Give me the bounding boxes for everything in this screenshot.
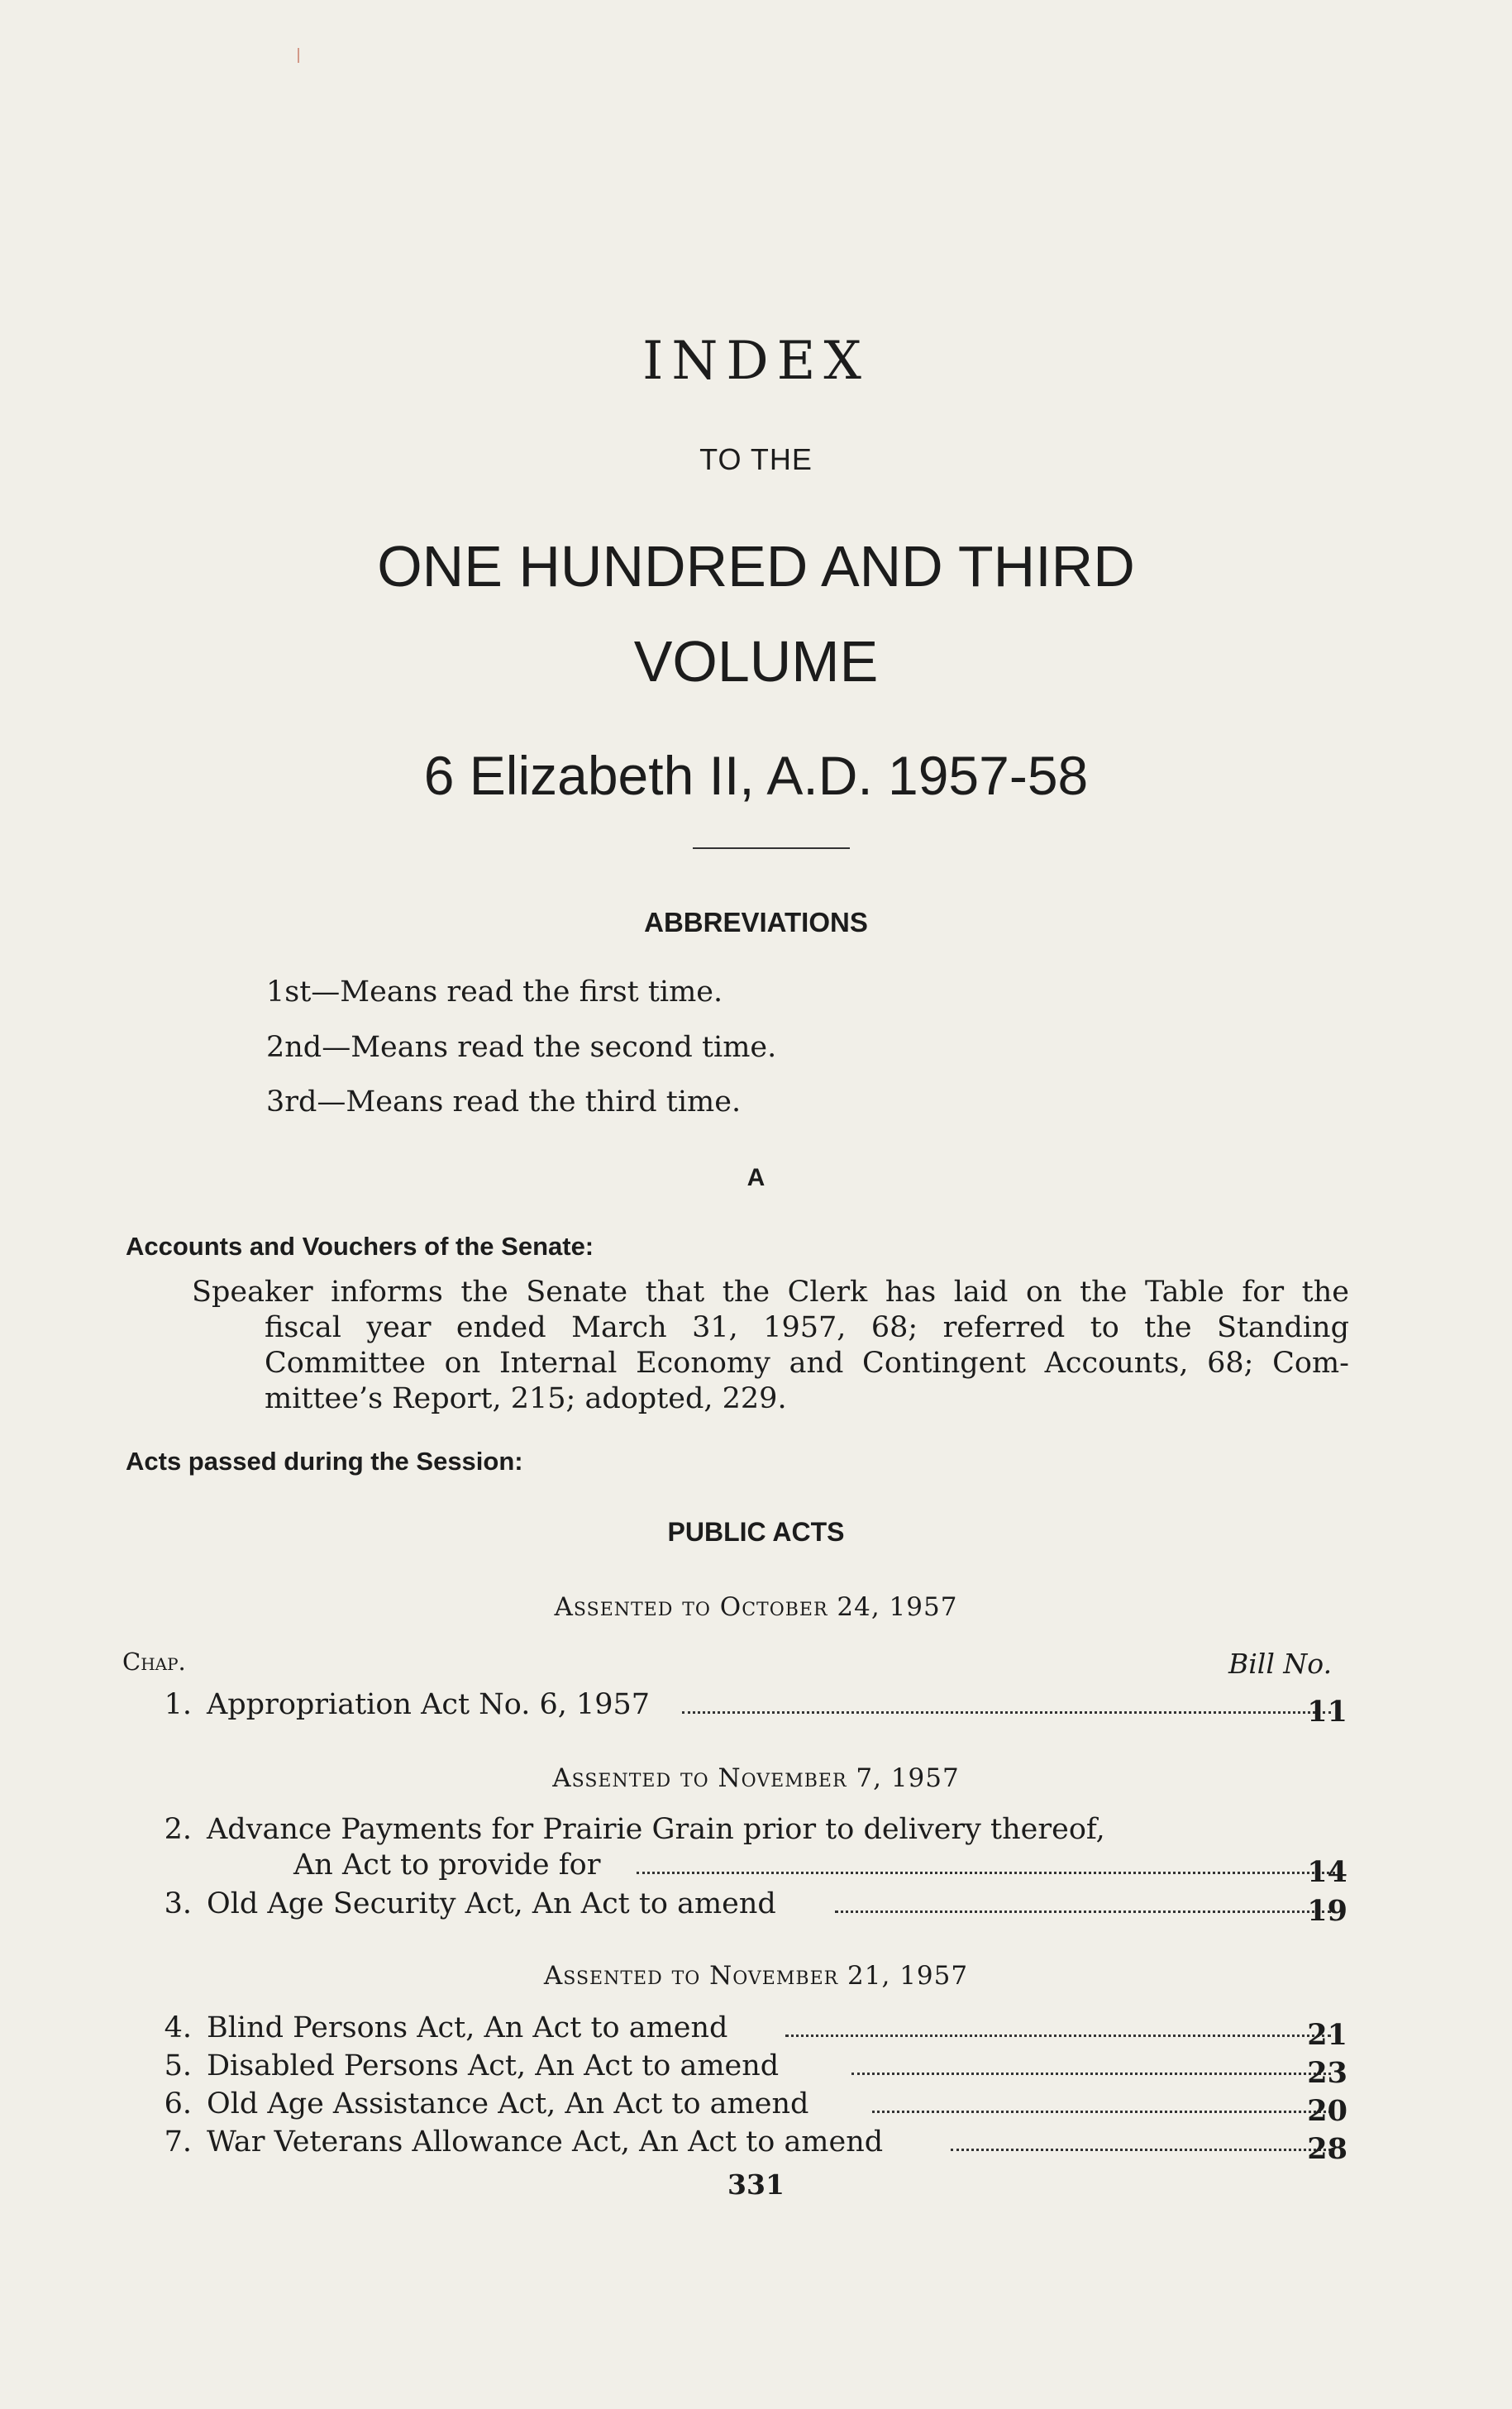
- accounts-line: mittee’s Report, 215; adopted, 229.: [265, 1382, 787, 1415]
- act-title: Blind Persons Act, An Act to amend: [207, 2011, 728, 2044]
- chapter-number: 7.: [164, 2125, 192, 2159]
- dot-leader: [785, 2031, 1331, 2037]
- table-row: [149, 2087, 1347, 2128]
- volume-title-line1: ONE HUNDRED AND THIRD: [377, 534, 1135, 599]
- abbreviation-item: 1st—Means read the first time.: [266, 976, 723, 1009]
- accounts-paragraph: [192, 1275, 1349, 1417]
- table-row: [149, 2011, 1347, 2052]
- chapter-number: 4.: [164, 2011, 192, 2044]
- table-row: [149, 1813, 1347, 1849]
- act-title: Appropriation Act No. 6, 1957: [207, 1688, 651, 1721]
- page-number: 331: [727, 2168, 785, 2201]
- abbreviations-heading: ABBREVIATIONS: [644, 907, 868, 937]
- assented-heading: Assented to November 21, 1957: [543, 1961, 969, 1991]
- public-acts-heading: PUBLIC ACTS: [667, 1517, 845, 1547]
- bill-number: 21: [1307, 2018, 1347, 2052]
- to-the-label: TO THE: [699, 442, 813, 476]
- dot-leader: [835, 1907, 1331, 1913]
- dot-leader: [637, 1868, 1335, 1874]
- act-title: Old Age Assistance Act, An Act to amend: [207, 2087, 809, 2120]
- act-title: War Veterans Allowance Act, An Act to amend: [207, 2125, 884, 2159]
- chapter-number: 3.: [164, 1887, 192, 1920]
- table-row-continuation: [149, 1848, 1347, 1889]
- act-title: Old Age Security Act, An Act to amend: [207, 1887, 776, 1920]
- accounts-line: Committee on Internal Economy and Contingent Accounts, 68; Com-: [265, 1347, 1349, 1380]
- acts-heading: Acts passed during the Session:: [126, 1447, 523, 1476]
- bill-number: 11: [1307, 1695, 1347, 1729]
- volume-title-line2: VOLUME: [633, 629, 879, 694]
- dot-leader: [872, 2107, 1331, 2113]
- chap-column-header: Chap.: [122, 1648, 186, 1676]
- act-title: Disabled Persons Act, An Act to amend: [207, 2049, 780, 2082]
- abbreviation-item: 3rd—Means read the third time.: [266, 1085, 742, 1119]
- chapter-number: 6.: [164, 2087, 192, 2120]
- chapter-number: 2.: [164, 1813, 192, 1846]
- bill-number: 19: [1307, 1894, 1347, 1928]
- dot-leader: [951, 2145, 1331, 2151]
- abbreviation-item: 2nd—Means read the second time.: [266, 1031, 777, 1064]
- bill-column-header: Bill No.: [1228, 1648, 1333, 1680]
- index-title: INDEX: [642, 331, 870, 392]
- section-letter: A: [746, 1164, 766, 1191]
- bill-number: 28: [1307, 2132, 1347, 2166]
- assented-heading: Assented to October 24, 1957: [554, 1592, 958, 1622]
- table-row: [149, 1688, 1347, 1729]
- dot-leader: [682, 1708, 1331, 1714]
- table-row: [149, 2049, 1347, 2090]
- chapter-number: 5.: [164, 2049, 192, 2082]
- ink-mark: [298, 48, 299, 63]
- accounts-heading: Accounts and Vouchers of the Senate:: [126, 1232, 594, 1261]
- dot-leader: [851, 2069, 1331, 2075]
- bill-number: 20: [1307, 2094, 1347, 2128]
- title-divider: [693, 847, 850, 849]
- accounts-line: fiscal year ended March 31, 1957, 68; referred to the Standing: [265, 1311, 1349, 1344]
- assented-heading: Assented to November 7, 1957: [552, 1763, 960, 1793]
- bill-number: 14: [1307, 1855, 1347, 1889]
- act-title: Advance Payments for Prairie Grain prior to delivery thereof,: [207, 1813, 1105, 1846]
- table-row: [149, 2125, 1347, 2166]
- table-row: [149, 1887, 1347, 1928]
- accounts-line: Speaker informs the Senate that the Clerk has laid on the Table for the: [192, 1276, 1349, 1309]
- reign-subtitle: 6 Elizabeth II, A.D. 1957-58: [423, 745, 1089, 806]
- act-title-continuation: An Act to provide for: [293, 1848, 601, 1882]
- chapter-number: 1.: [164, 1688, 192, 1721]
- bill-number: 23: [1307, 2056, 1347, 2090]
